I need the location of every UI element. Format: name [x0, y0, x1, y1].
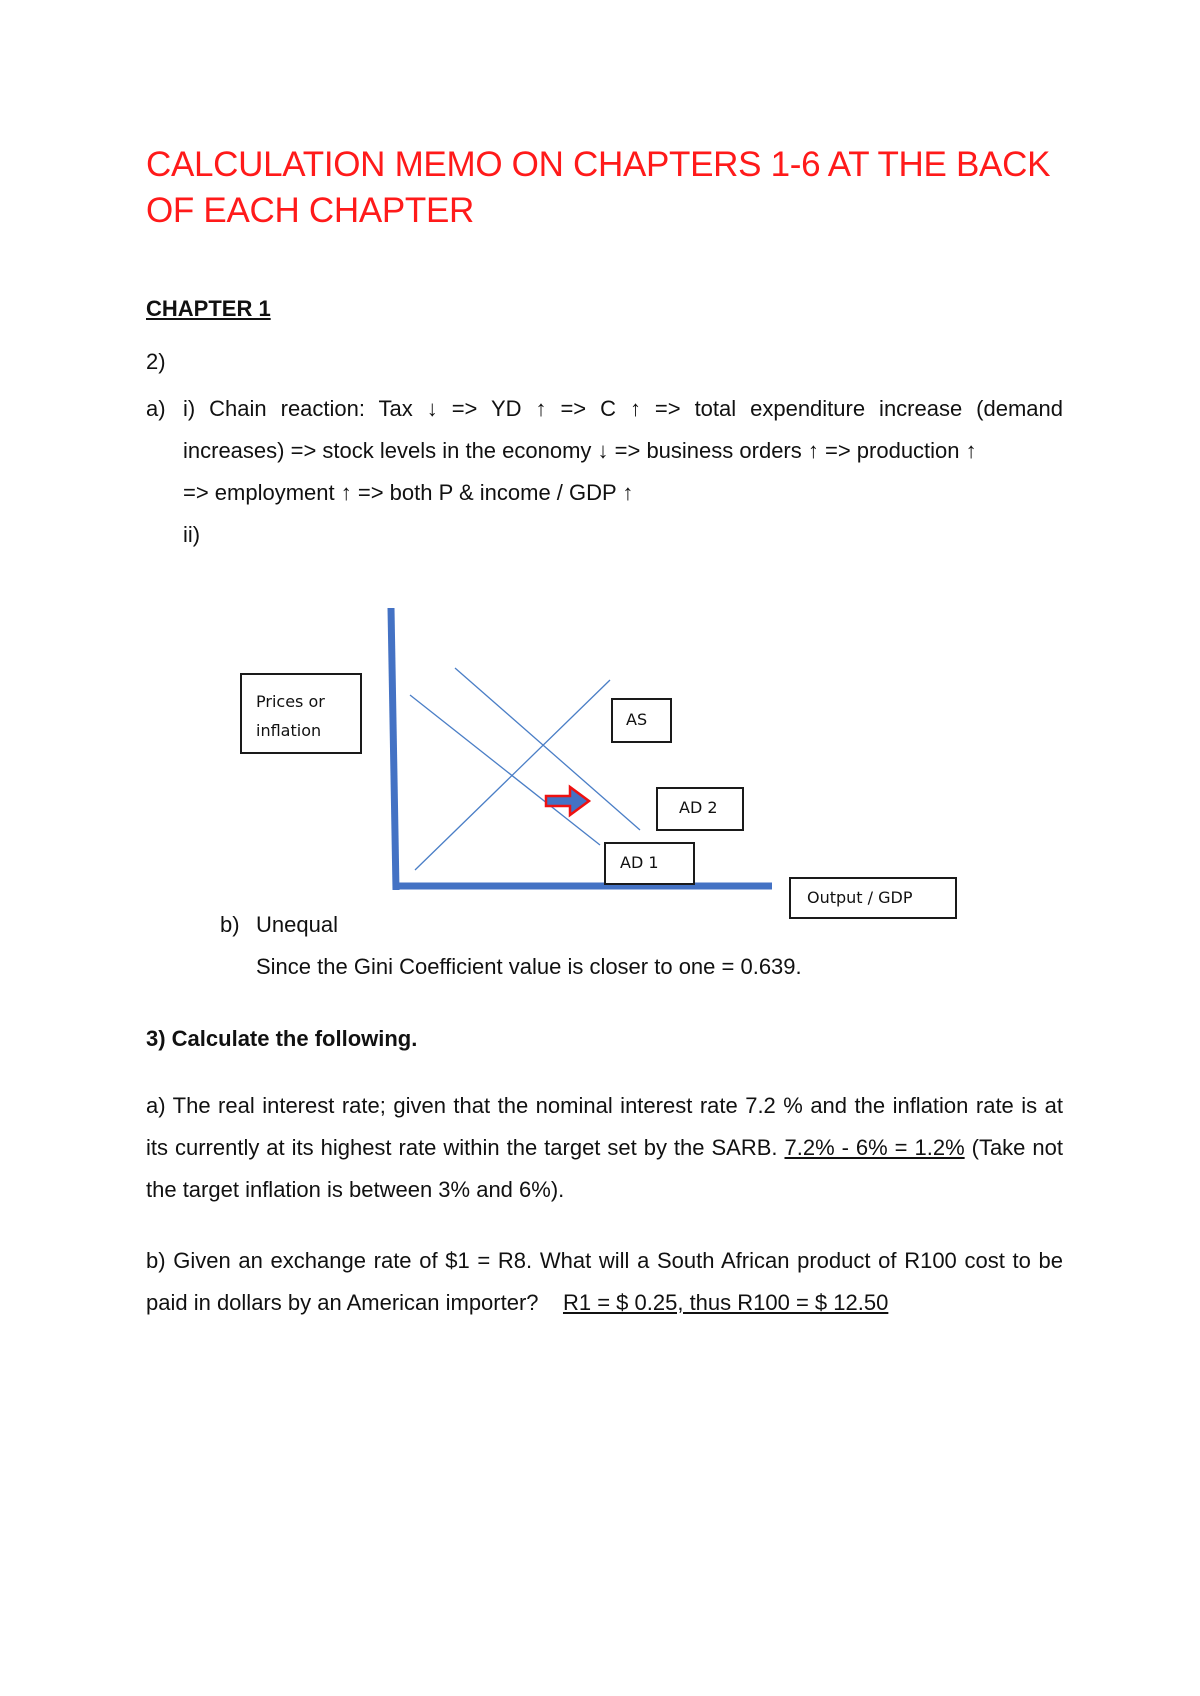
chain-reaction-line-3: => employment ↑ => both P & income / GDP ↑ [183, 480, 634, 505]
y-axis-label: Prices or inflation [256, 692, 325, 740]
ad2-label-box [656, 787, 744, 831]
target-inflation-note: (Take not the target inflation is between 3% and 6%). [146, 1135, 1063, 1202]
shift-arrow-icon [546, 787, 589, 815]
exchange-rate-answer: R1 = $ 0.25, thus R100 = $ 12.50 [562, 1290, 889, 1315]
as-curve [415, 680, 610, 870]
question-3-heading: 3) Calculate the following. [146, 1026, 418, 1051]
as-label-box [611, 698, 672, 743]
question-3a-text: a) The real interest rate; given that the nominal interest rate 7.2 % and the inflation rate is at its currently at its highest rate within the target set by the SARB. [146, 1093, 1063, 1160]
ad2-label: AD 2 [679, 798, 718, 817]
question-2b-label: b) [220, 912, 240, 937]
question-3b-text: b) Given an exchange rate of $1 = R8. What will a South African product of R100 cost to be paid in dollars by an American importer? [146, 1248, 1063, 1315]
chain-reaction-line-2: increases) => stock levels in the economy ↓ => business orders ↑ => production ↑ [183, 438, 977, 463]
y-axis-label-box [240, 673, 362, 754]
chapter-heading: CHAPTER 1 [146, 296, 271, 321]
ad1-label: AD 1 [620, 853, 659, 872]
gini-reason: Since the Gini Coefficient value is closer to one = 0.639. [256, 954, 802, 979]
question-2a-label: a) [146, 396, 166, 421]
ad1-label-box [604, 842, 695, 885]
page-title: CALCULATION MEMO ON CHAPTERS 1-6 AT THE BACK OF EACH CHAPTER [146, 145, 1051, 230]
question-3a-paragraph [146, 1085, 1063, 1211]
question-2a-ii-label: ii) [183, 522, 201, 547]
gini-answer: Unequal [256, 912, 338, 937]
real-interest-answer: 7.2% - 6% = 1.2% [784, 1135, 965, 1160]
question-3b-paragraph [146, 1240, 1063, 1324]
question-number-2: 2) [146, 349, 166, 374]
chain-reaction-line-1: i) Chain reaction: Tax ↓ => YD ↑ => C ↑ => total expenditure increase (demand [183, 396, 1063, 421]
x-axis-label-box [789, 877, 957, 919]
as-label: AS [626, 710, 648, 729]
x-axis-label: Output / GDP [807, 888, 913, 907]
y-axis [391, 608, 396, 890]
